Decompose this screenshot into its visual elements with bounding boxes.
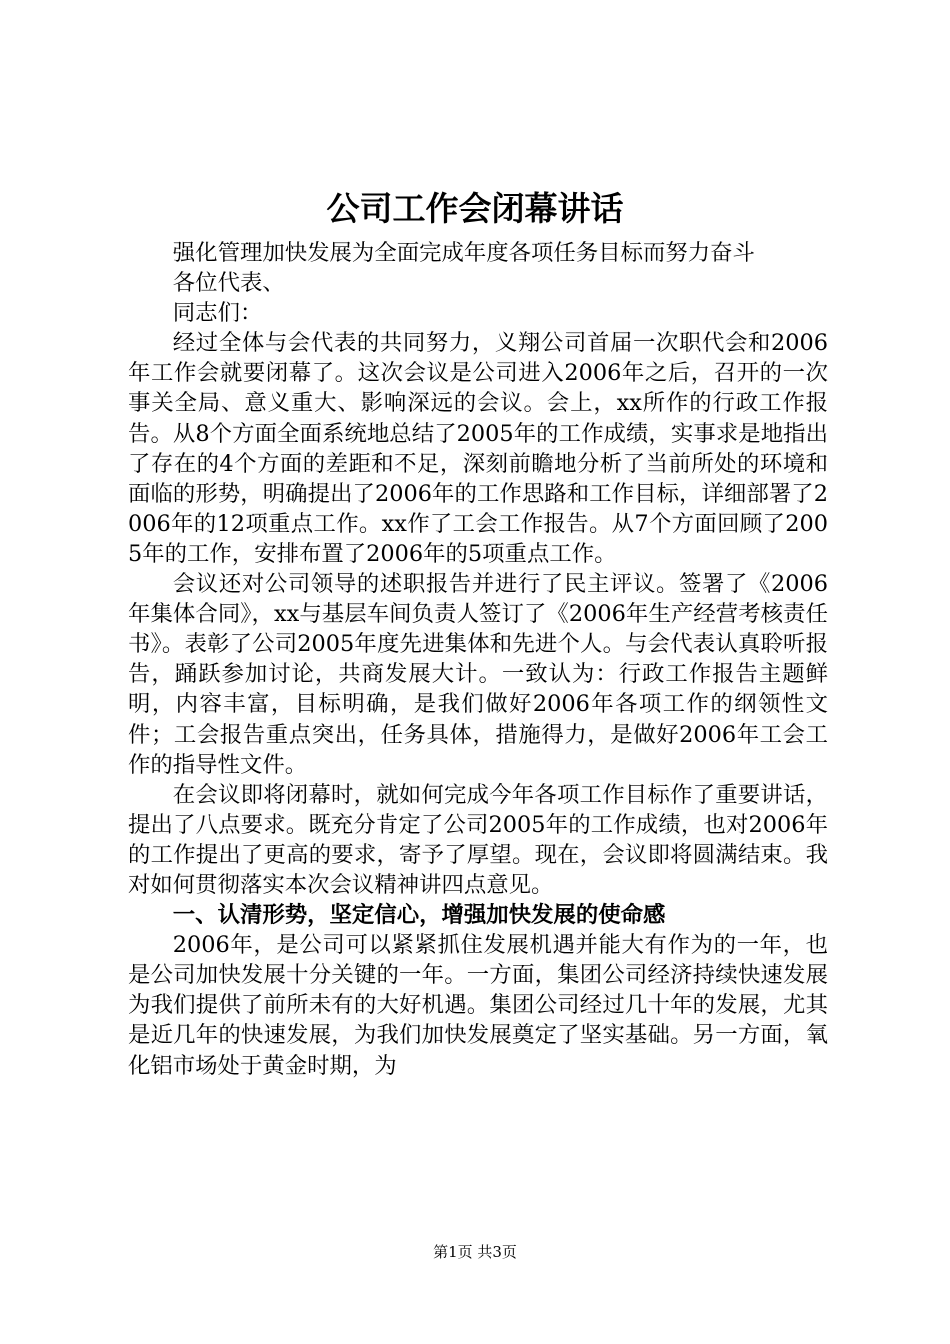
body-paragraph: 在会议即将闭幕时，就如何完成今年各项工作目标作了重要讲话，提出了八点要求。既充分肯定了公司2005年的工作成绩，也对2006年的工作提出了更高的要求，寄予了厚望。现在，会议即将圆满结束。我对如何贯彻落实本次会议精神讲四点意见。 <box>128 781 828 898</box>
salutation-representatives: 各位代表、 <box>172 270 285 297</box>
subtitle-paragraph: 强化管理加快发展为全面完成年度各项任务目标而努力奋斗 <box>172 240 755 266</box>
section-paragraph: 2006年，是公司可以紧紧抓住发展机遇并能大有作为的一年，也是公司加快发展十分关键的一年。一方面，集团公司经济持续快速发展为我们提供了前所未有的大好机遇。集团公司经过几十年的发展，尤其是近几年的快速发展，为我们加快发展奠定了坚实基础。另一方面，氧化铝市场处于黄金时期，为 <box>128 932 828 1079</box>
document-title: 公司工作会闭幕讲话 <box>326 189 624 228</box>
body-paragraph: 经过全体与会代表的共同努力，义翔公司首届一次职代会和2006年工作会就要闭幕了。这次会议是公司进入2006年之后，召开的一次事关全局、意义重大、影响深远的会议。会上，xx所作的行政工作报告。从8个方面全面系统地总结了2005年的工作成绩，实事求是地指出了存在的4个方面的差距和不足，深刻前瞻地分析了当前所处的环境和面临的形势，明确提出了2006年的工作思路和工作目标，详细部署了2006年的12项重点工作。xx作了工会工作报告。从7个方面回顾了2005年的工作，安排布置了2006年的5项重点工作。 <box>128 330 828 567</box>
page-footer: 第1页 共3页 <box>433 1243 517 1261</box>
body-paragraph: 会议还对公司领导的述职报告并进行了民主评议。签署了《2006年集体合同》，xx与基层车间负责人签订了《2006年生产经营考核责任书》。表彰了公司2005年度先进集体和先进个人。与会代表认真聆听报告，踊跃参加讨论，共商发展大计。一致认为：行政工作报告主题鲜明，内容丰富，目标明确，是我们做好2006年各项工作的纲领性文件；工会报告重点突出，任务具体，措施得力，是做好2006年工会工作的指导性文件。 <box>128 571 828 778</box>
section-heading: 一、认清形势，坚定信心，增强加快发展的使命感 <box>172 902 666 929</box>
salutation-comrades: 同志们： <box>172 300 263 327</box>
document-body <box>128 238 828 1081</box>
